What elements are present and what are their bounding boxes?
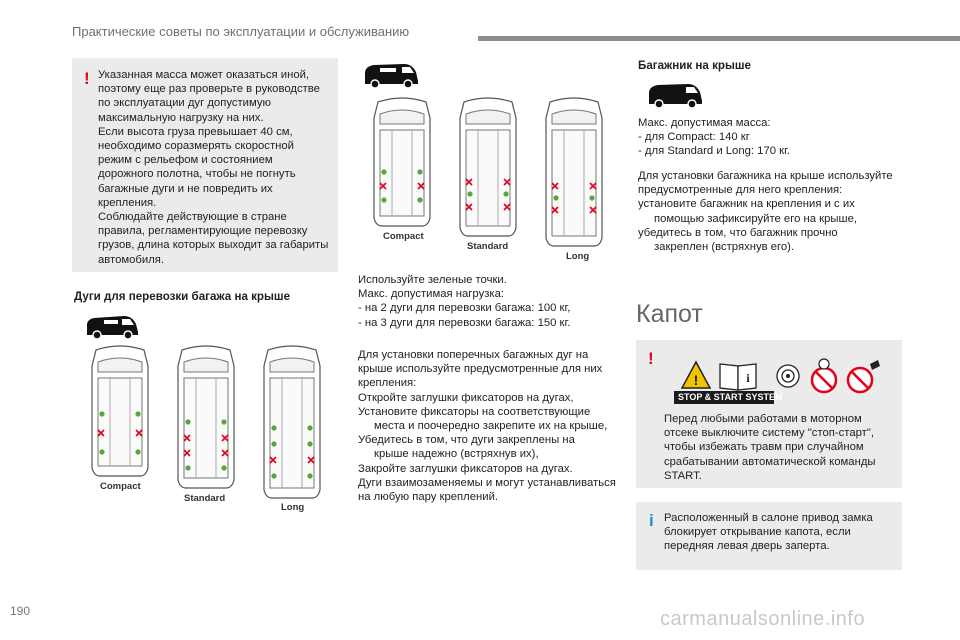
text-line: срабатывании автоматической команды bbox=[664, 455, 876, 468]
text-line: Для установки поперечных багажных дуг на bbox=[358, 349, 589, 361]
roof-rack-text-2 bbox=[638, 169, 918, 254]
label-long: Long bbox=[281, 502, 305, 513]
hood-info-panel bbox=[636, 502, 902, 570]
watermark: carmanualsonline.info bbox=[660, 608, 866, 630]
middle-text-2 bbox=[358, 348, 628, 504]
text-line: блокирует открывание капота, если bbox=[664, 526, 851, 539]
text-line: убедитесь в том, что багажник прочно bbox=[638, 226, 838, 239]
warning-text bbox=[98, 68, 336, 267]
svg-text:i: i bbox=[746, 371, 750, 385]
text-line: Установите фиксаторы на соответствующие bbox=[358, 405, 591, 418]
text-line: Указанная масса может оказаться иной, bbox=[98, 69, 310, 81]
text-line: Откройте заглушки фиксаторов на дугах, bbox=[358, 391, 574, 404]
text-line: необходимо соразмерять скоростной bbox=[98, 140, 294, 153]
warning-icon: ! bbox=[648, 349, 654, 368]
text-line: чтобы избежать травм при случайном bbox=[664, 441, 864, 454]
roof-rack-text-1 bbox=[638, 116, 918, 159]
text-line: на любую пару креплений. bbox=[358, 491, 499, 504]
text-line: закреплен (встряхнув его). bbox=[654, 241, 795, 254]
roof-rack-heading: Багажник на крыше bbox=[638, 59, 751, 72]
warning-panel bbox=[72, 58, 338, 272]
van-plan-compact bbox=[84, 344, 156, 480]
text-line: Убедитесь в том, что дуги закреплены на bbox=[358, 434, 575, 447]
text-line: по эксплуатации дуг допустимую bbox=[98, 97, 272, 110]
text-line: Используйте зеленые точки. bbox=[358, 274, 507, 286]
text-line: режим с рельефом и состоянием bbox=[98, 154, 273, 167]
text-line: Закройте заглушки фиксаторов на дугах. bbox=[358, 462, 573, 475]
rail-plan-long bbox=[538, 96, 610, 250]
hood-warning-text bbox=[664, 412, 896, 483]
hood-warning-panel bbox=[636, 340, 902, 488]
info-icon: i bbox=[649, 511, 654, 530]
text-line: дорожного полотна, чтобы не погнуть bbox=[98, 168, 296, 181]
text-line: крыше используйте предусмотренные для них bbox=[358, 363, 603, 376]
label-long-2: Long bbox=[566, 251, 590, 262]
rail-plan-compact bbox=[366, 96, 438, 230]
text-line: Перед любыми работами в моторном bbox=[664, 413, 862, 425]
text-line: крыше надежно (встряхнув их), bbox=[374, 448, 539, 461]
text-line: - на 2 дуги для перевозки багажа: 100 кг, bbox=[358, 302, 571, 315]
van-side-icon-2 bbox=[362, 60, 420, 92]
middle-text-1 bbox=[358, 273, 628, 330]
header-bar bbox=[478, 36, 960, 41]
text-line: передняя левая дверь заперта. bbox=[664, 540, 830, 553]
label-standard-2: Standard bbox=[467, 241, 509, 252]
van-plan-long bbox=[256, 344, 328, 502]
warning-icon: ! bbox=[84, 69, 90, 88]
text-line: установите багажник на крепления и с их bbox=[638, 198, 855, 211]
text-line: предусмотренные для него крепления: bbox=[638, 184, 843, 197]
text-line: поэтому еще раз проверьте в руководстве bbox=[98, 83, 320, 96]
text-line: крепления. bbox=[98, 196, 157, 209]
roof-bars-heading: Дуги для перевозки багажа на крыше bbox=[74, 290, 291, 303]
text-line: отсеке выключите систему "стоп-старт", bbox=[664, 427, 874, 440]
stop-start-label: STOP & START SYSTEM bbox=[678, 392, 783, 402]
text-line: правила, регламентирующие перевозку bbox=[98, 225, 308, 238]
van-plan-standard bbox=[170, 344, 242, 492]
text-line: Макс. допустимая нагрузка: bbox=[358, 288, 505, 301]
text-line: места и поочередно закрепите их на крыше, bbox=[374, 420, 608, 433]
label-compact: Compact bbox=[100, 481, 141, 492]
rail-plan-standard bbox=[452, 96, 524, 240]
text-line: Соблюдайте действующие в стране bbox=[98, 211, 287, 224]
van-side-icon-3 bbox=[646, 80, 704, 112]
van-side-icon bbox=[84, 312, 140, 342]
page-number: 190 bbox=[10, 604, 31, 618]
text-line: грузов, длина которых выходит за габариты bbox=[98, 239, 329, 252]
svg-text:!: ! bbox=[693, 372, 699, 388]
text-line: автомобиля. bbox=[98, 253, 165, 266]
hood-info-text bbox=[664, 511, 896, 554]
text-line: помощью зафиксируйте его на крыше, bbox=[654, 212, 857, 225]
text-line: - на 3 дуги для перевозки багажа: 150 кг. bbox=[358, 316, 571, 329]
label-standard: Standard bbox=[184, 493, 226, 504]
text-line: Дуги взаимозаменяемы и могут устанавливаться bbox=[358, 476, 616, 489]
text-line: Расположенный в салоне привод замка bbox=[664, 512, 873, 524]
text-line: максимальную нагрузку на них. bbox=[98, 111, 264, 124]
text-line: Макс. допустимая масса: bbox=[638, 117, 771, 129]
text-line: Для установки багажника на крыше используйте bbox=[638, 170, 893, 182]
hood-section-title: Капот bbox=[636, 300, 703, 328]
text-line: - для Compact: 140 кг bbox=[638, 131, 750, 144]
label-compact-2: Compact bbox=[383, 231, 424, 242]
text-line: Если высота груза превышает 40 см, bbox=[98, 125, 293, 138]
text-line: - для Standard и Long: 170 кг. bbox=[638, 145, 790, 158]
text-line: START. bbox=[664, 469, 702, 482]
text-line: багажные дуги и не повредить их bbox=[98, 182, 273, 195]
text-line: крепления: bbox=[358, 377, 417, 390]
page-header-title: Практические советы по эксплуатации и обслуживанию bbox=[72, 24, 410, 39]
